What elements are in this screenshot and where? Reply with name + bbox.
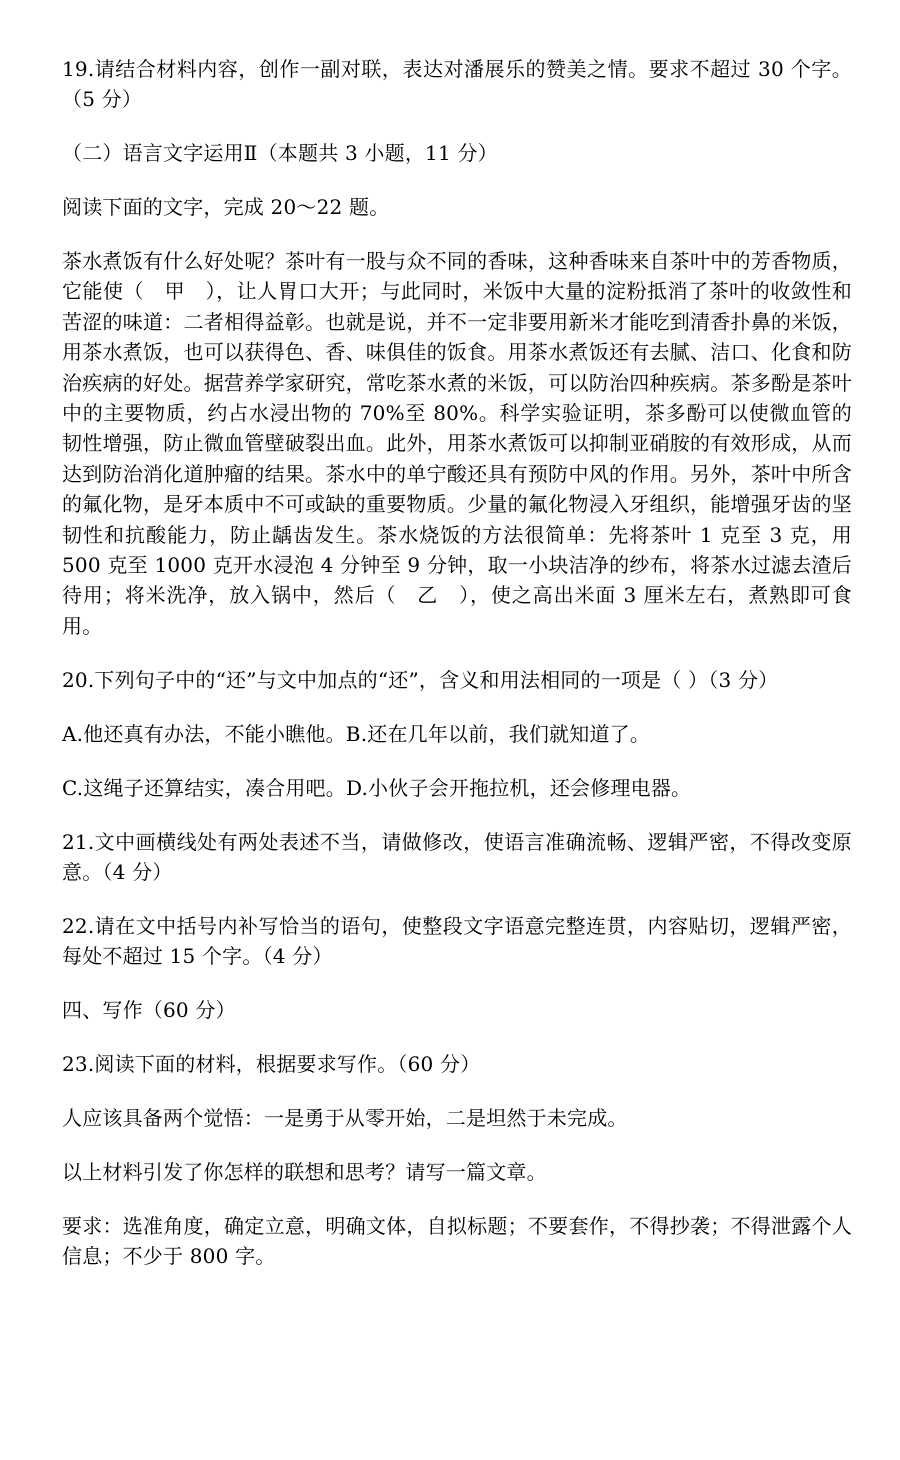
question-23-prompt: 以上材料引发了你怎样的联想和思考？请写一篇文章。 bbox=[62, 1160, 547, 1185]
question-23-material: 人应该具备两个觉悟：一是勇于从零开始，二是坦然于未完成。 bbox=[62, 1106, 628, 1131]
reading-passage bbox=[62, 246, 852, 641]
question-23-stem: 23.阅读下面的材料，根据要求写作。（60 分） bbox=[62, 1052, 481, 1077]
question-22: 22.请在文中括号内补写恰当的语句，使整段文字语意完整连贯，内容贴切，逻辑严密，每处不超过 15 个字。（4 分） bbox=[62, 914, 852, 969]
question-20-options-cd: C.这绳子还算结实，凑合用吧。D.小伙子会开拖拉机，还会修理电器。 bbox=[62, 776, 692, 801]
question-21: 21.文中画横线处有两处表述不当，请做修改，使语言准确流畅、逻辑严密，不得改变原意。（4 分） bbox=[62, 830, 852, 885]
exam-page bbox=[62, 54, 852, 1271]
passage-text: 茶水煮饭有什么好处呢？茶叶有一股与众不同的香味，这种香味来自茶叶中的芳香物质，它能使（ 甲 ），让人胃口大开；与此同时，米饭中大量的淀粉抵消了茶叶的收敛性和苦涩的味道：二者相得益彰。也就是说，并不一定非要用新米才能吃到清香扑鼻的米饭，用茶水煮饭，也可以获得色、香、味俱佳的饭食。用茶水煮饭还有去腻、洁口、化食和防治疾病的好处。据营养学家研究，常吃茶水煮的米饭，可以防治四种疾病。茶多酚是茶叶中的主要物质，约占水浸出物的 70%至 80%。科学实验证明，茶多酚可以使微血管的韧性增强，防止微血管壁破裂出血。此外，用茶水煮饭可以抑制亚硝胺的有效形成，从而达到防治消化道肿瘤的结果。茶水中的单宁酸还具有预防中风的作用。另外，茶叶中所含的氟化物，是牙本质中不可或缺的重要物质。少量的氟化物浸入牙组织，能增强牙齿的坚韧性和抗酸能力，防止龋齿发生。茶水烧饭的方法很简单：先将茶叶 1 克至 3 克，用 500 克至 1000 克开水浸泡 4 分钟至 9 分钟，取一小块洁净的纱布，将茶水过滤去渣后待用；将米洗净，放入锅中，然后（ 乙 ），使之高出米面 3 厘米左右，煮熟即可食用。 bbox=[62, 249, 852, 638]
section-2-instruction: 阅读下面的文字，完成 20～22 题。 bbox=[62, 195, 390, 219]
question-23-requirements: 要求：选准角度，确定立意，明确文体，自拟标题；不要套作，不得抄袭；不得泄露个人信息；不少于 800 字。 bbox=[62, 1214, 852, 1269]
question-20-stem: 20.下列句子中的“还”与文中加点的“还”，含义和用法相同的一项是（ ）（3 分） bbox=[62, 668, 779, 693]
section-2-heading: （二）语言文字运用Ⅱ（本题共 3 小题，11 分） bbox=[62, 141, 498, 165]
question-20-options-ab: A.他还真有办法，不能小瞧他。B.还在几年以前，我们就知道了。 bbox=[62, 722, 651, 747]
section-4-heading: 四、写作（60 分） bbox=[62, 998, 236, 1023]
question-19: 19.请结合材料内容，创作一副对联，表达对潘展乐的赞美之情。要求不超过 30 个字。（5 分） bbox=[62, 57, 852, 111]
